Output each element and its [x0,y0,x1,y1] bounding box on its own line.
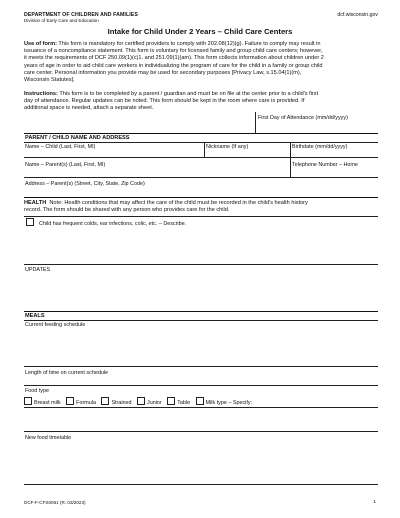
form-title: Intake for Child Under 2 Years – Child Care Centers [107,27,293,36]
health-note-line: record. The form should be shared with any person who provides care for the child. [24,207,230,214]
strained-checkbox[interactable] [101,397,109,405]
department-name: DEPARTMENT OF CHILDREN AND FAMILIES [24,12,138,18]
cell-divider [290,157,291,177]
food-option-label: Breast milk [34,400,61,406]
birthdate-field[interactable] [292,150,377,157]
birthdate-label: Birthdate (mm/dd/yyyy) [292,144,348,150]
instructions-line: day of attendance. Regular updates can be noted. This form should be kept in the room where care is provided. If [24,98,305,105]
row-divider [24,484,378,485]
parent-names-label: Name – Parent(s) (Last, First, MI) [25,162,106,168]
health-description-field[interactable] [24,227,378,263]
food-option-label: Table [177,400,191,406]
row-divider [24,142,378,143]
health-note [24,200,378,214]
milk-type-checkbox[interactable] [196,397,204,405]
section-divider [24,197,378,198]
nickname-field[interactable] [206,150,289,157]
health-heading: HEALTH [24,200,47,206]
page-number: 1 [373,500,376,505]
instructions-line: additional space is needed, attach a separate sheet. [24,105,154,112]
health-note-line: Note: Health conditions that may affect the care of the child must be recorded in the child's health history [49,200,308,206]
updates-field[interactable] [24,274,378,310]
cell-divider [204,142,205,157]
new-timetable-field[interactable] [24,442,378,482]
instructions-label: Instructions: [24,91,58,97]
parent-names-field[interactable] [25,169,288,176]
milk-type-field[interactable] [275,397,377,404]
food-option-label: Strained [111,400,132,406]
row-divider [24,366,378,367]
frequent-illness-label: Child has frequent colds, ear infections, colic, etc. – Describe. [39,221,187,227]
row-divider [24,177,378,178]
frequent-illness-checkbox[interactable] [26,218,34,226]
use-of-form-line: care center. Personal information you provide may be used for secondary purposes [Privacy Law, s.15.04(1)(m), [24,69,302,76]
frequent-illness-row [26,218,186,227]
use-of-form-line: This form is mandatory for certified providers to comply with 202.08(12)(g). Failure to comply may result in [58,41,321,47]
form-number: DCF-F-CFS0061 (R. 03/2023) [24,500,86,505]
use-of-form-line: it meets the requirements of DCF 250.09(1)(c)1. and 251.09(1)(am). This form collects information about children under 2 [24,55,324,62]
first-day-box-border [255,112,256,133]
row-divider [24,157,378,158]
parent-child-heading: PARENT / CHILD NAME AND ADDRESS [25,135,130,141]
telephone-field[interactable] [292,169,377,176]
first-day-label: First Day of Attendance (mm/dd/yyyy) [258,115,348,121]
section-divider [24,133,378,134]
updates-label: UPDATES [25,267,51,273]
nickname-label: Nickname (If any) [206,144,249,150]
meals-heading: MEALS [25,313,45,319]
row-divider [24,431,378,432]
food-option-label: Formula [76,400,96,406]
current-schedule-field[interactable] [24,329,378,365]
address-label: Address – Parent(s) (Street, City, State, Zip Code) [25,181,145,187]
use-of-form-line: issuance of a noncompliance statement. This form is voluntary for licensed family and group child care centers; however, [24,48,323,55]
food-option-label: Junior [147,400,162,406]
instructions-paragraph [24,91,378,113]
website-link[interactable]: dcf.wisconsin.gov [337,12,378,18]
section-divider [24,311,378,312]
table-food-checkbox[interactable] [167,397,175,405]
telephone-label: Telephone Number – Home [292,162,358,168]
use-of-form-paragraph [24,41,378,84]
formula-checkbox[interactable] [66,397,74,405]
instructions-line: This form is to be completed by a parent / guardian and must be on file at the center prior to a child's first [59,91,319,97]
row-divider [24,216,378,217]
food-option-label: Milk type – Specify: [205,400,253,406]
length-of-time-field[interactable] [24,377,378,384]
breast-milk-checkbox[interactable] [24,397,32,405]
current-schedule-label: Current feeding schedule [25,322,86,328]
use-of-form-line: years of age in order to aid child care workers in individualizing the program of care for the child in a family or group child [24,62,323,69]
address-field[interactable] [25,188,377,196]
child-name-label: Name – Child (Last, First, MI) [25,144,96,150]
length-of-time-label: Length of time on current schedule [25,370,109,376]
child-name-field[interactable] [25,150,203,157]
row-divider [24,385,378,386]
row-divider [24,407,378,408]
use-of-form-line: Wisconsin Statutes]. [24,77,75,84]
row-divider [24,264,378,265]
new-timetable-label: New food timetable [25,435,72,441]
row-divider [24,320,378,321]
cell-divider [290,142,291,157]
food-type-options [24,397,256,406]
first-day-field[interactable] [258,121,376,132]
junior-checkbox[interactable] [137,397,145,405]
division-name: Division of Early Care and Education [24,18,99,23]
food-type-label: Food type [25,388,49,394]
use-of-form-label: Use of form: [24,41,57,47]
